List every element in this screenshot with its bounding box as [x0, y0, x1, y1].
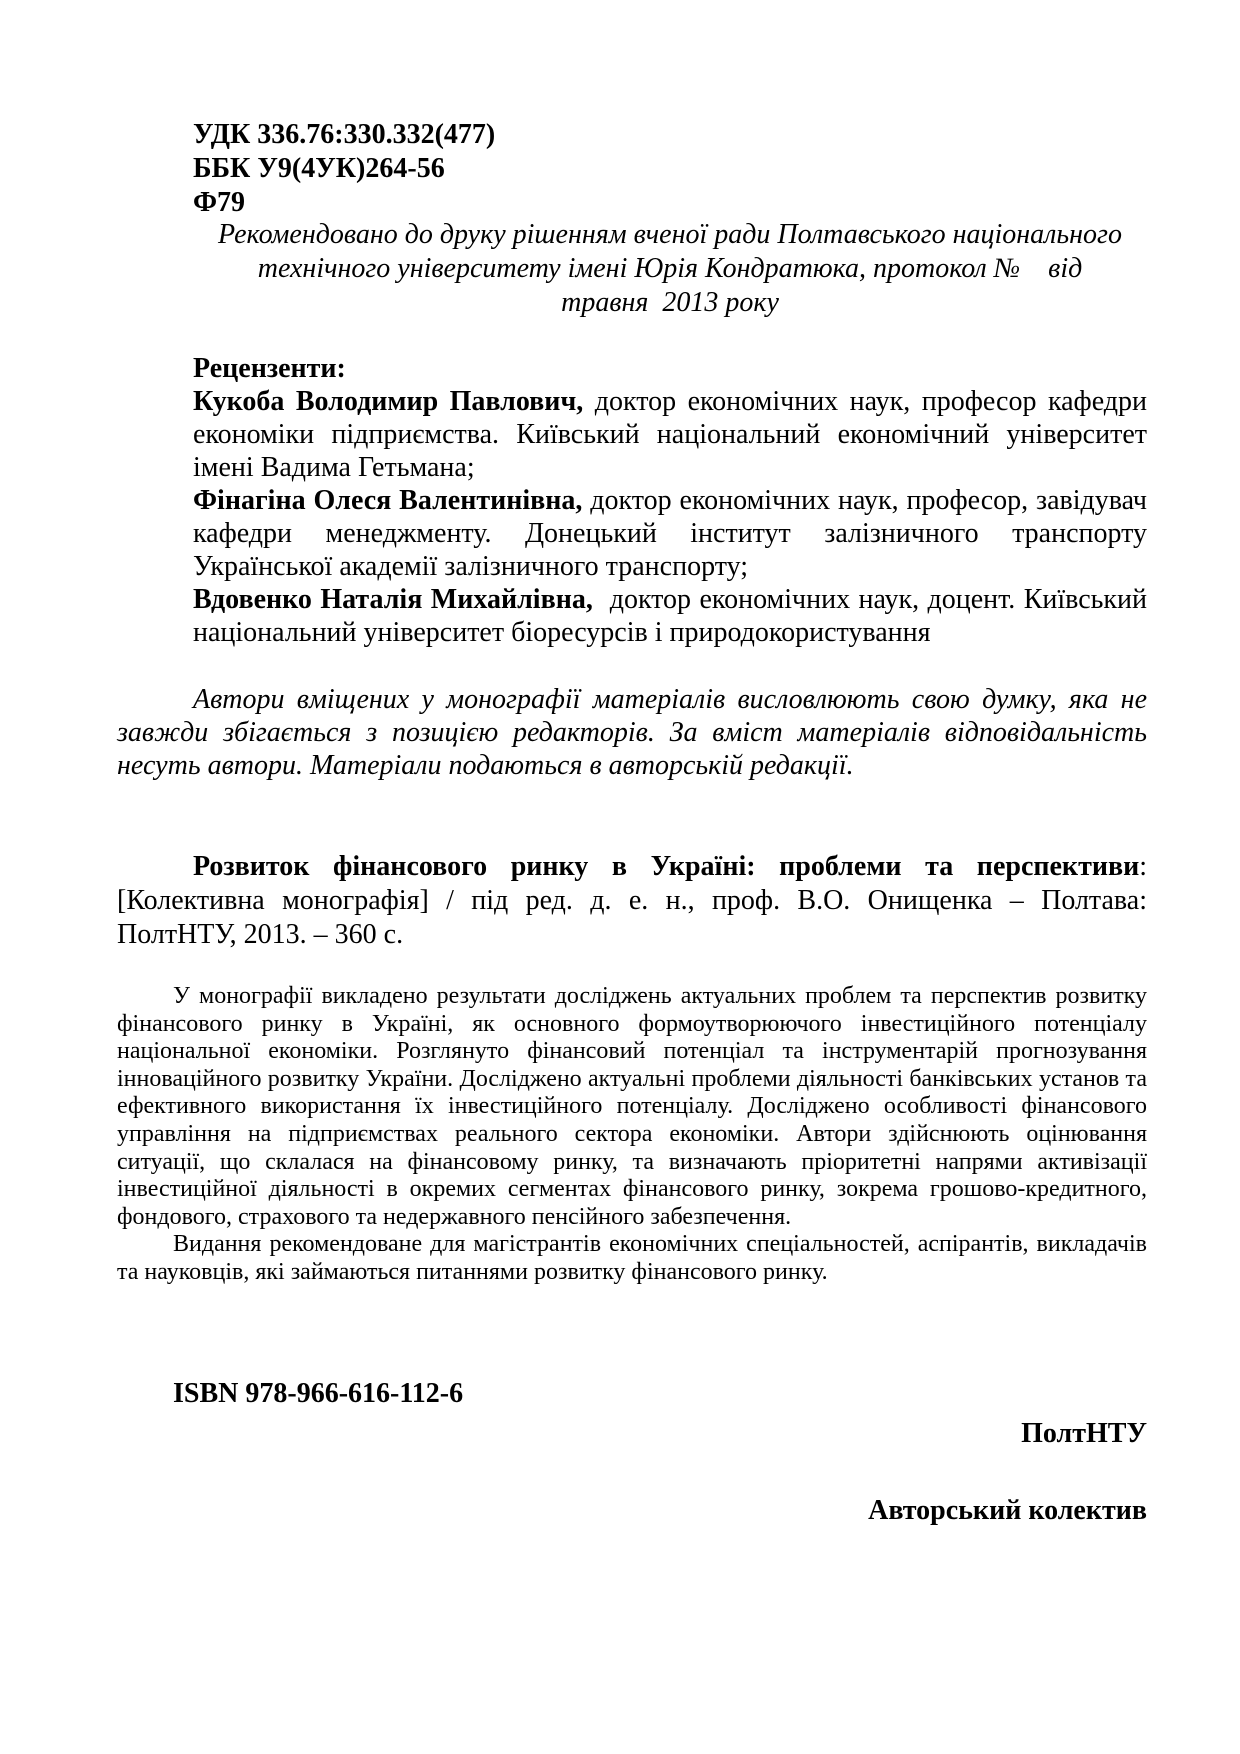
annotation-paragraph-2: Видання рекомендоване для магістрантів економічних спеціальностей, аспірантів, викладачів та науковців, які займаються питаннями розвитку фінансового ринку. [117, 1231, 1147, 1285]
reviewer-1 [193, 385, 1147, 484]
reviewer-1-details: доктор економічних наук, професор кафедри економіки підприємства. Київський національний економічний університет імені Вадима Гетьмана; [193, 386, 1147, 483]
publisher-name: ПолтНТУ [1021, 1418, 1147, 1449]
annotation-paragraph-1: У монографії викладено результати досліджень актуальних проблем та перспектив розвитку фінансового ринку в Україні, як основного формоутворюючого інвестиційного потенціалу національної економіки. Розглянуто фінансовий потенціал та інструментарій прогнозування інноваційного розвитку України. Досліджено актуальні проблеми діяльності банківських установ та ефективного використання їх інвестиційного потенціалу. Досліджено особливості фінансового управління на підприємствах реального сектора економіки. Автори здійснюють оцінювання ситуації, що склалася на фінансовому ринку, та визначають пріоритетні напрями активізації інвестиційної діяльності в окремих сегментах фінансового ринку, зокрема грошово-кредитного, фондового, страхового та недержавного пенсійного забезпечення. [117, 983, 1147, 1230]
bibliographic-description [117, 850, 1147, 952]
bbk-code: ББК У9(4УК)264-56 [193, 153, 445, 184]
classification-block [193, 118, 495, 220]
recommendation-line-2: технічного університету імені Юрія Кондратюка, протокол № від [257, 253, 1083, 284]
reviewer-3-name: Вдовенко Наталія Михайлівна, [193, 584, 593, 615]
reviewers-block [193, 352, 1154, 649]
reviewers-heading: Рецензенти: [193, 353, 346, 384]
author-sign-code: Ф79 [193, 187, 246, 218]
reviewer-3 [193, 583, 1154, 649]
reviewer-2 [193, 484, 1147, 583]
reviewer-2-details: доктор економічних наук, професор, завідувач кафедри менеджменту. Донецький інститут залізничного транспорту Української академії залізничного транспорту; [193, 485, 1147, 582]
isbn-number: ISBN 978-966-616-112-6 [173, 1378, 464, 1409]
bibliographic-details: : [Колективна монографія] / під ред. д. е. н., проф. В.О. Онищенка – Полтава: ПолтНТУ, 2013. – 360 с. [117, 851, 1147, 950]
recommendation-line-1: Рекомендовано до друку рішенням вченої ради Полтавського національного [218, 219, 1122, 250]
reviewer-1-name: Кукоба Володимир Павлович, [193, 386, 584, 417]
recommendation-note [193, 218, 1147, 320]
udk-code: УДК 336.76:330.332(477) [193, 119, 496, 150]
reviewer-2-name: Фінагіна Олеся Валентинівна, [193, 485, 583, 516]
authors-collective: Авторський колектив [868, 1495, 1147, 1526]
authors-disclaimer: Автори вміщених у монографії матеріалів висловлюють свою думку, яка не завжди збігається з позицією редакторів. За вміст матеріалів відповідальність несуть автори. Матеріали подаються в авторській редакції. [117, 684, 1147, 781]
book-title: Розвиток фінансового ринку в Україні: проблеми та перспективи [193, 851, 1140, 882]
recommendation-line-3: травня 2013 року [561, 287, 779, 318]
reviewer-3-details: доктор економічних наук, доцент. Київський національний університет біоресурсів і природокористування [193, 584, 1154, 648]
annotation-block [117, 983, 1147, 1287]
